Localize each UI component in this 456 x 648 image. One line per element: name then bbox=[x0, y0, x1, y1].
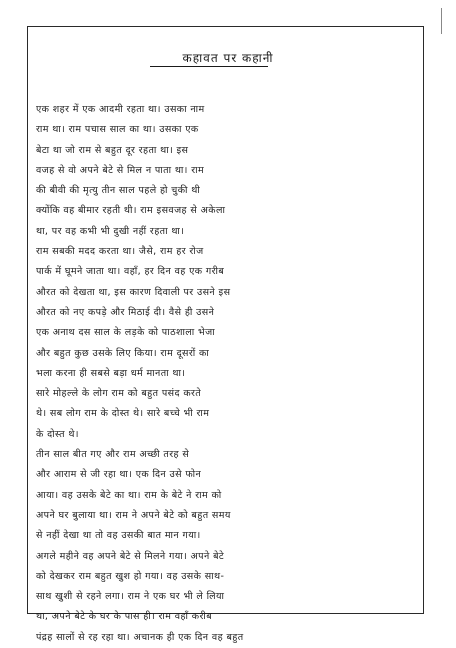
title-underline bbox=[150, 66, 268, 67]
text-line: पार्क में घूमने जाता था। वहाँ, हर दिन वह एक गरीब bbox=[36, 266, 225, 278]
text-line: थे। सब लोग राम के दोस्त थे। सारे बच्चे भी राम bbox=[36, 408, 210, 420]
text-line: एक अनाथ दस साल के लड़के को पाठशाला भेजा bbox=[36, 327, 216, 339]
text-line: पंद्रह सालों से रह रहा था। अचानक ही एक दिन वह बहुत bbox=[36, 631, 244, 643]
text-line: क्योंकि वह बीमार रहती थी। राम इसवजह से अकेला bbox=[36, 205, 226, 217]
text-line: के दोस्त थे। bbox=[36, 428, 79, 440]
text-line: था, अपने बेटे के घर के पास ही। राम वहाँ करीब bbox=[36, 611, 213, 623]
text-line: बेटा था जो राम से बहुत दूर रहता था। इस bbox=[36, 144, 189, 156]
text-line: सारे मोहल्ले के लोग राम को बहुत पसंद करते bbox=[36, 388, 202, 400]
text-line: वजह से वो अपने बेटे से मिल न पाता था। राम bbox=[36, 164, 205, 176]
text-line: राम था। राम पचास साल का था। उसका एक bbox=[36, 124, 199, 136]
text-line: और आराम से जी रहा था। एक दिन उसे फोन bbox=[36, 469, 202, 481]
text-line: था, पर वह कभी भी दुखी नहीं रहता था। bbox=[36, 225, 185, 237]
text-line: औरत को नए कपड़े और मिठाई दी। वैसे ही उसने bbox=[36, 306, 215, 318]
story-text bbox=[36, 100, 420, 648]
text-line: और बहुत कुछ उसके लिए किया। राम दूसरों का bbox=[36, 347, 210, 359]
text-line: से नहीं देखा था तो वह उसकी बात मान गया। bbox=[36, 530, 201, 542]
text-line: औरत को देखता था, इस कारण दिवाली पर उसने इस bbox=[36, 286, 231, 298]
page-title: कहावत पर कहानी bbox=[182, 51, 274, 65]
margin-mark bbox=[441, 8, 442, 34]
text-line: राम सबकी मदद करता था। जैसे, राम हर रोज bbox=[36, 246, 204, 258]
text-line: आया। वह उसके बेटे का था। राम के बेटे ने राम को bbox=[36, 489, 222, 501]
text-line: अगले महीने वह अपने बेटे से मिलने गया। अपने बेटे bbox=[36, 550, 225, 562]
text-line: को देखकर राम बहुत खुश हो गया। वह उसके साथ- bbox=[36, 570, 225, 582]
text-line: अपने घर बुलाया था। राम ने अपने बेटे को बहुत समय bbox=[36, 509, 231, 521]
text-line: साथ खुशी से रहने लगा। राम ने एक घर भी ले लिया bbox=[36, 591, 225, 603]
text-line: तीन साल बीत गए और राम अच्छी तरह से bbox=[36, 449, 190, 461]
text-line: एक शहर में एक आदमी रहता था। उसका नाम bbox=[36, 104, 205, 115]
text-line: की बीवी की मृत्यु तीन साल पहले हो चुकी थी bbox=[36, 185, 201, 197]
text-line: भला करना ही सबसे बड़ा धर्म मानता था। bbox=[36, 367, 186, 379]
